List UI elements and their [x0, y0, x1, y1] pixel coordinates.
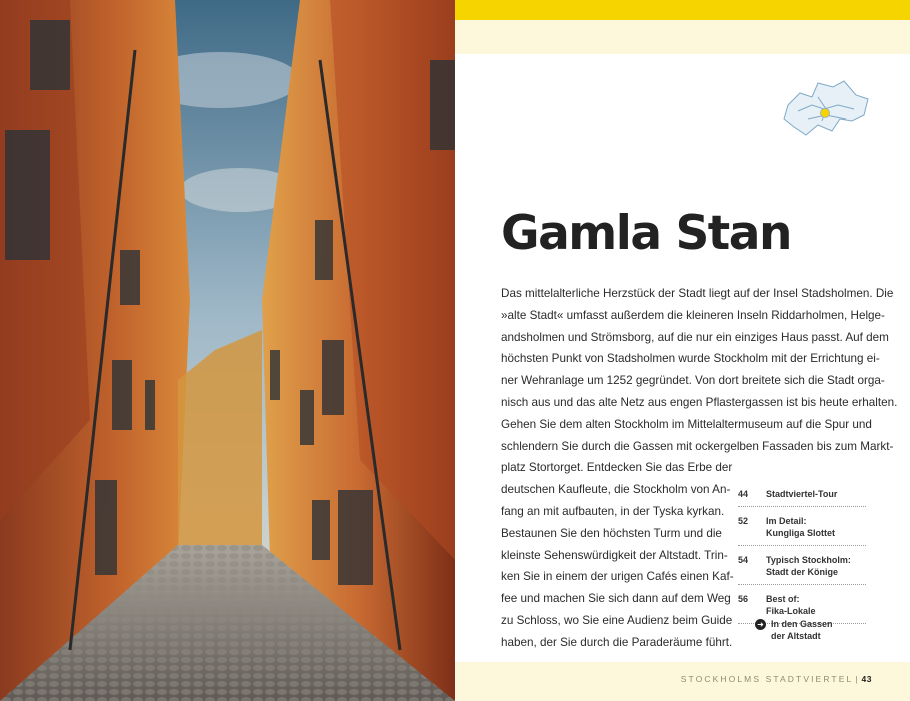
body-line: kleinste Sehenswürdigkeit der Altstadt. Trin-	[501, 548, 728, 562]
toc-label: Typisch Stockholm: Stadt der Könige	[766, 555, 851, 577]
body-line: schlendern Sie durch die Gassen mit ockergelben Fassaden bis zum Markt-	[501, 439, 894, 453]
body-line: höchsten Punkt von Stadsholmen wurde Stockholm mit der Errichtung ei-	[501, 352, 880, 366]
toc-page-number: 56	[738, 594, 749, 604]
body-line: zu Schloss, wo Sie eine Audienz beim Guide	[501, 613, 733, 627]
toc-page-number: 54	[738, 555, 749, 565]
toc-item[interactable]	[738, 486, 866, 507]
toc-extra-label: In den Gassen der Altstadt	[771, 619, 833, 641]
footer-section: STOCKHOLMS STADTVIERTEL	[680, 674, 854, 684]
toc-label: Best of: Fika-Lokale	[766, 594, 816, 616]
top-accent-bar	[455, 0, 910, 20]
body-line: platz Stortorget. Entdecken Sie das Erbe der	[501, 461, 733, 475]
body-line: deutschen Kaufleute, die Stockholm von An-	[501, 483, 731, 497]
toc-label: Im Detail: Kungliga Slottet	[766, 516, 835, 538]
body-line: ken Sie in einem der urigen Cafés einen Kaf-	[501, 570, 734, 584]
body-line: andsholmen und Strömsborg, auf die nur ein einziges Haus passt. Auf dem	[501, 330, 889, 344]
body-line: »alte Stadt« umfasst außerdem die kleineren Inseln Riddarholmen, Helge-	[501, 308, 885, 322]
toc-extra-link[interactable]	[755, 618, 833, 642]
body-line: Bestaunen Sie den höchsten Turm und die	[501, 526, 722, 540]
toc-page-number: 44	[738, 489, 749, 499]
top-band	[455, 20, 910, 54]
body-line: Das mittelalterliche Herzstück der Stadt liegt auf der Insel Stadsholmen. Die	[501, 287, 894, 300]
body-line: nisch aus und das alte Netz aus engen Pflastergassen ist bis heute erhalten.	[501, 395, 898, 409]
stockholm-district-map-icon	[778, 75, 872, 147]
toc-label: Stadtviertel-Tour	[766, 489, 838, 499]
toc-item[interactable]	[738, 552, 866, 585]
body-line: ner Wehranlage um 1252 gegründet. Von dort breitete sich die Stadt orga-	[501, 374, 885, 388]
body-line: Gehen Sie dem alten Stockholm im Mittelaltermuseum auf die Spur und	[501, 417, 872, 431]
text-page	[455, 0, 910, 701]
page-footer	[681, 674, 872, 684]
body-line: haben, der Sie durch die Paraderäume führt.	[501, 635, 733, 649]
contents-list	[738, 486, 866, 630]
arrow-right-circle-icon: ➜	[755, 619, 766, 630]
toc-item[interactable]	[738, 513, 866, 546]
toc-page-number: 52	[738, 516, 749, 526]
page-title: Gamla Stan	[501, 206, 791, 261]
body-line: fee und machen Sie sich dann auf dem Weg	[501, 592, 731, 606]
footer-separator: |	[855, 674, 858, 684]
body-line: fang an mit aufbauten, in der Tyska kyrkan.	[501, 504, 725, 518]
page-number: 43	[861, 674, 872, 684]
